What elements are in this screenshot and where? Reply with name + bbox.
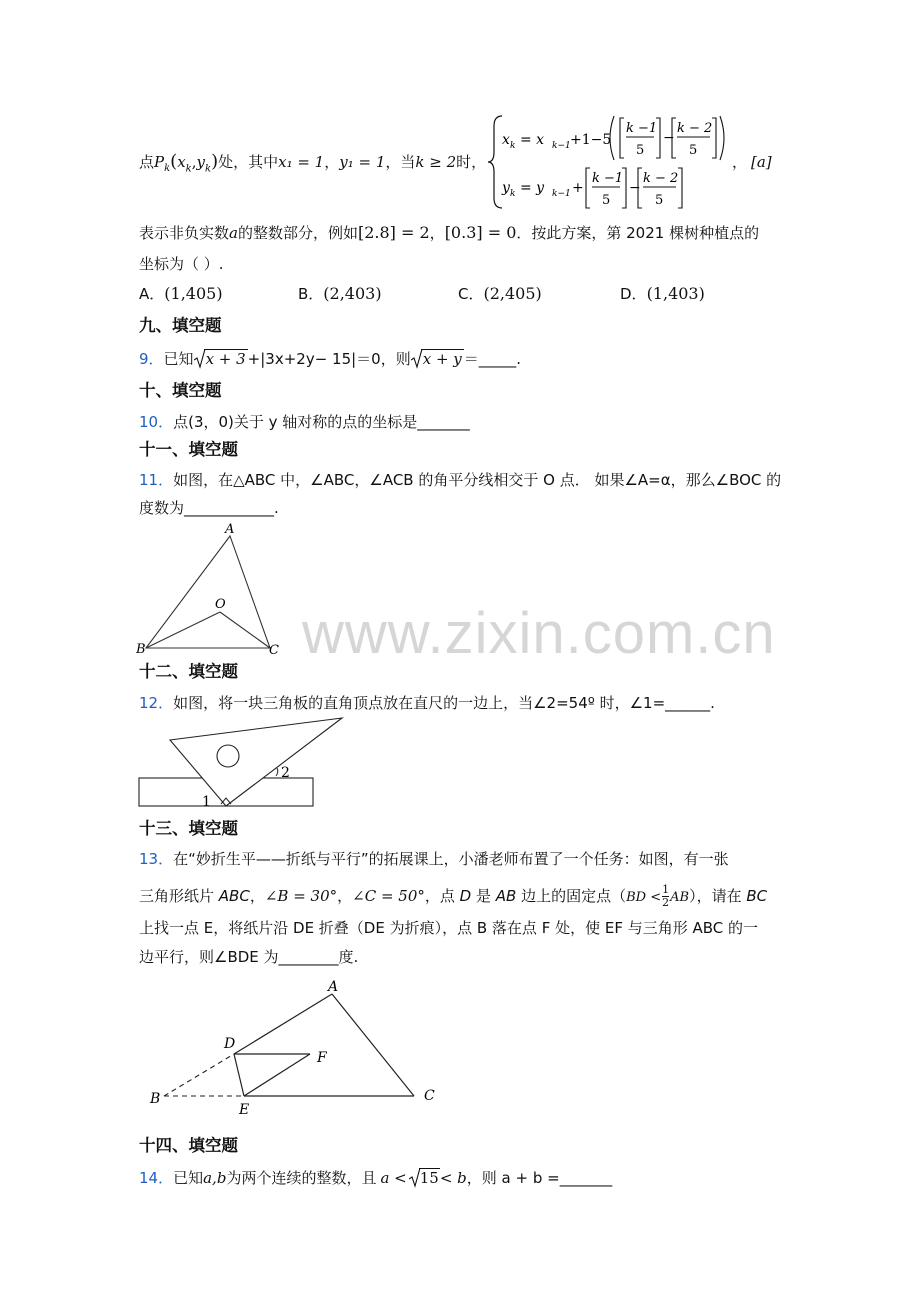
q12-set-square	[170, 718, 342, 806]
section-9-heading: 九、填空题	[139, 316, 222, 335]
q8-row2-plus: +	[572, 180, 584, 196]
q8-x1: x₁ = 1	[278, 153, 325, 171]
q14-line: 14．已知a,b为两个连续的整数，且 a < 15< b，则 a + b =_______	[139, 1169, 613, 1187]
q9-radical2: x + y	[411, 349, 464, 369]
q8-sep1: ，	[324, 153, 340, 171]
q12-line: 12．如图，将一块三角板的直角顶点放在直尺的一边上，当∠2=54º 时，∠1=______.	[139, 694, 715, 712]
q13-angle-b: ∠B = 30°	[264, 887, 338, 905]
q8-after-system: ， [a]	[732, 153, 772, 171]
q8-line1	[139, 152, 486, 180]
q8-bracket-a: [a]	[751, 153, 772, 171]
q8-row1-sub: k−1	[552, 141, 571, 151]
q13-label-c: C	[424, 1088, 435, 1104]
q13-segment-ef	[244, 1054, 310, 1096]
q11-bisector-b	[146, 612, 220, 648]
q13-line3: 上找一点 E，将纸片沿 DE 折叠（DE 为折痕），点 B 落在点 F 处，使 EF 与三角形 ABC 的一	[139, 919, 759, 937]
q13-half-fraction: $\frac{1}{2}$	[662, 883, 670, 909]
q11-number: 11．	[139, 471, 174, 489]
q11-triangle-abc	[146, 536, 270, 648]
q8-frac2-num: k − 2	[677, 121, 713, 136]
q11-label-c: C	[269, 643, 279, 656]
q8-frac3-den: 5	[602, 193, 611, 208]
q8-bracket2-close	[712, 118, 716, 158]
section-10-heading: 十、填空题	[139, 381, 222, 400]
q13-bd-condition: BD <	[626, 890, 662, 905]
q8-sep2: ，当	[385, 153, 416, 171]
q8-row2-sub: k−1	[552, 189, 571, 199]
q8-frac4-den: 5	[655, 193, 664, 208]
q13-side-ad	[234, 994, 332, 1054]
q14-number: 14．	[139, 1169, 174, 1187]
q11-label-b: B	[136, 642, 146, 656]
q10-line: 10．点(3，0)关于 y 轴对称的点的坐标是_______	[139, 413, 470, 431]
q13-side-ac	[332, 994, 414, 1096]
q11-label-a: A	[225, 522, 235, 537]
q13-fold-figure	[144, 978, 444, 1120]
q8-option-b[interactable]: B．(2,403)	[298, 284, 382, 303]
q12-label-1: 1	[202, 794, 211, 810]
q8-frac3-num: k −1	[592, 171, 624, 186]
q13-line4: 边平行，则∠BDE 为________度.	[139, 948, 359, 966]
q8-line2: 表示非负实数a的整数部分，例如[2.8] = 2，[0.3] = 0．按此方案，第 2021 棵树种植点的	[139, 223, 760, 242]
q8-option-d[interactable]: D．(1,403)	[620, 284, 705, 303]
q11-bisector-c	[220, 612, 270, 648]
q8-var-a: a	[229, 224, 238, 242]
q13-label-a: A	[328, 979, 339, 995]
q12-label-2: 2	[281, 765, 290, 781]
q8-y1: y₁ = 1	[339, 153, 386, 171]
q8-row2-eq: = y	[520, 180, 545, 196]
q8-example1: [2.8] = 2	[357, 223, 430, 242]
q8-line3: 坐标为（ ）.	[139, 255, 224, 273]
q12-number: 12．	[139, 694, 174, 712]
q8-prefix: 点	[139, 153, 155, 171]
q9-radical1: x + 3	[194, 349, 248, 369]
q13-label-e: E	[239, 1102, 250, 1118]
q8-kcond: k ≥ 2	[415, 153, 457, 171]
q8-row1-lhs: x	[502, 132, 510, 148]
q9-line: 9．已知 x + 3 +|3x+2y− 15|＝0，则 x + y ＝_____.	[139, 350, 522, 368]
q8-frac1-den: 5	[636, 143, 645, 158]
q13-crease-de	[234, 1054, 244, 1096]
q8-row1-minus: −	[663, 130, 675, 146]
watermark: www.zixin.com.cn	[302, 601, 776, 666]
q8-middle: 处，其中	[218, 153, 279, 171]
q8-frac2-den: 5	[689, 143, 698, 158]
section-12-heading: 十二、填空题	[139, 662, 238, 681]
q12-ruler-figure	[136, 714, 346, 810]
q8-row2-lhs-sub: k	[510, 189, 516, 199]
q11-triangle-figure	[136, 520, 296, 656]
q8-row1-lhs-sub: k	[510, 141, 516, 151]
q8-system-brace	[488, 116, 502, 208]
q8-coord: $(x_k,y_k)$	[170, 151, 219, 175]
q12-angle2-arc	[276, 768, 278, 776]
section-11-heading: 十一、填空题	[139, 440, 238, 459]
section-14-heading: 十四、填空题	[139, 1136, 238, 1155]
q13-label-f: F	[317, 1050, 327, 1066]
q8-suffix: 时，	[456, 153, 487, 171]
q8-option-a[interactable]: A．(1,405)	[139, 284, 223, 303]
q8-option-c[interactable]: C．(2,405)	[458, 284, 542, 303]
q8-bracket3	[586, 168, 590, 208]
q8-frac4-num: k − 2	[643, 171, 679, 186]
q8-row1-eq: = x	[520, 132, 545, 148]
q8-big-paren-right	[720, 116, 724, 160]
q13-line2: 三角形纸片 ABC，∠B = 30°，∠C = 50°，点 D 是 AB 边上的固定点（BD < $\frac{1}{2}$ AB），请在 BC	[139, 883, 768, 909]
q13-number: 13．	[139, 850, 174, 868]
q8-row1-rest: +1−5	[570, 132, 612, 148]
q11-label-o: O	[215, 597, 226, 612]
q13-line1: 13．在“妙折生平——折纸与平行”的拓展课上，小潘老师布置了一个任务：如图，有一张	[139, 850, 729, 868]
q13-label-d: D	[224, 1036, 236, 1052]
q14-radical: 15	[409, 1168, 440, 1188]
q11-line2: 度数为____________.	[139, 499, 279, 517]
q8-example2: [0.3] = 0	[444, 223, 517, 242]
q8-point-p: $P_k$	[154, 153, 171, 174]
q10-number: 10．	[139, 413, 174, 431]
section-13-heading: 十三、填空题	[139, 819, 238, 838]
q8-bracket4-close	[678, 168, 682, 208]
q11-line1: 11．如图，在△ABC 中，∠ABC，∠ACB 的角平分线相交于 O 点． 如果∠A=α，那么∠BOC 的	[139, 471, 782, 489]
q8-frac1-num: k −1	[626, 121, 658, 136]
q13-dashed-bd	[164, 1054, 234, 1096]
q13-angle-c: ∠C = 50°	[352, 887, 425, 905]
q13-label-b: B	[150, 1091, 161, 1107]
q8-row2-minus: −	[629, 180, 641, 196]
q8-bracket1	[620, 118, 624, 158]
q9-number: 9．	[139, 350, 164, 368]
q8-row2-lhs: y	[502, 180, 510, 196]
